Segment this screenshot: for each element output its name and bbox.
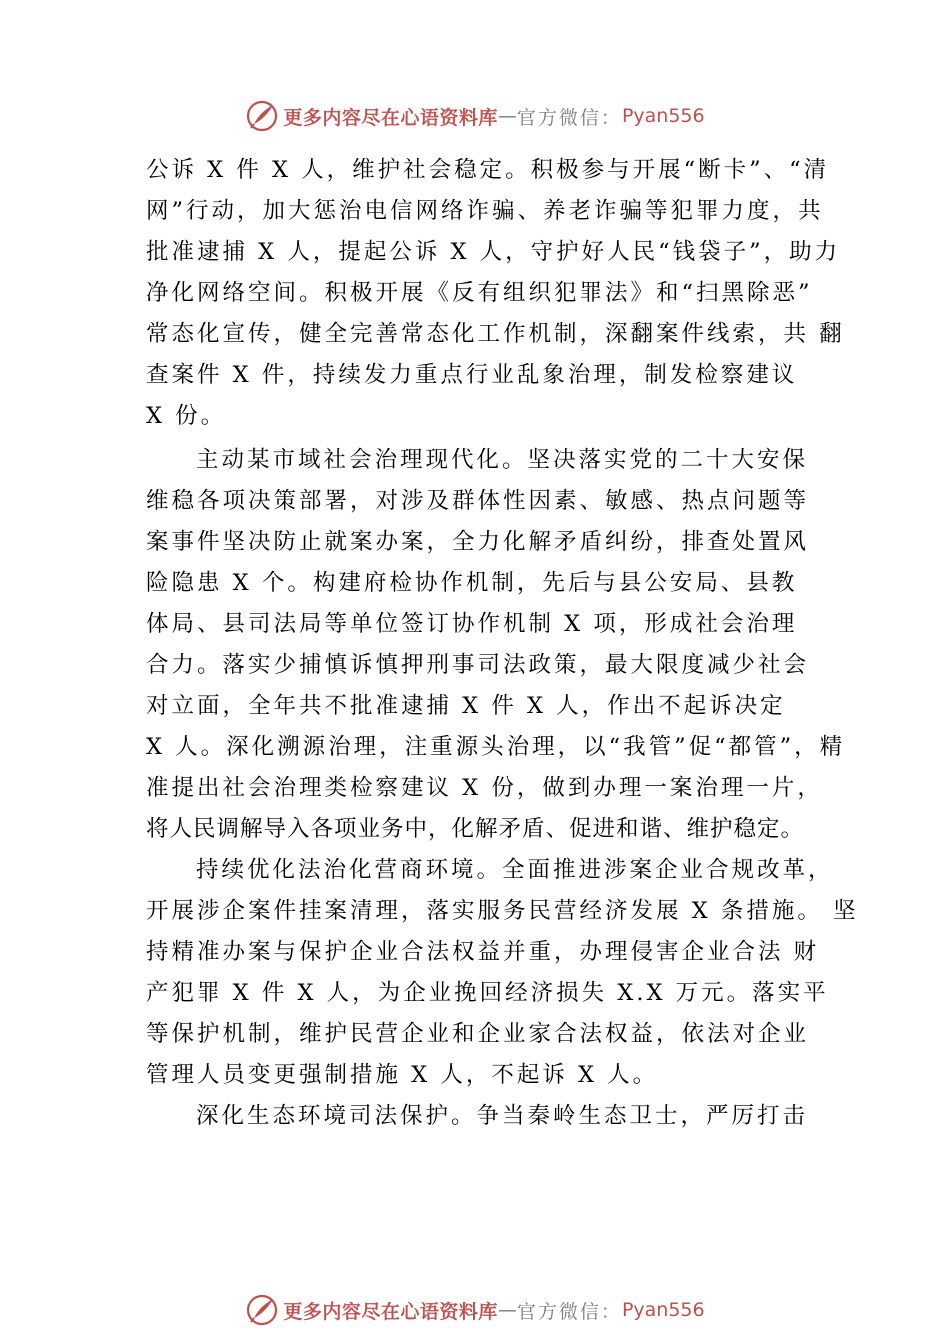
text-line: 产犯罪 X 件 X 人，为企业挽回经济损失 X.X 万元。落实平	[146, 980, 829, 1006]
header-brand-text: 更多内容尽在心语资料库	[283, 106, 498, 129]
text-line: 对立面，全年共不批准逮捕 X 件 X 人，作出不起诉决定	[146, 693, 786, 719]
text-line: 公诉 X 件 X 人，维护社会稳定。积极参与开展“断卡”、“清	[146, 157, 830, 183]
header-separator: —	[497, 105, 517, 127]
paragraph-start-line: 主动某市域社会治理现代化。坚决落实党的二十大安保	[196, 447, 809, 473]
text-line: 网”行动，加大惩治电信网络诈骗、养老诈骗等犯罪力度，共	[146, 198, 824, 224]
text-line: 合力。落实少捕慎诉慎押刑事司法政策，最大限度减少社会	[146, 652, 810, 678]
text-line: 批准逮捕 X 人，提起公诉 X 人，守护好人民“钱袋子”，助力	[146, 239, 841, 265]
paragraph-start-line: 深化生态环境司法保护。争当秦岭生态卫士，严厉打击	[196, 1103, 809, 1129]
footer-brand-text: 更多内容尽在心语资料库	[283, 1300, 498, 1323]
paragraph-start-line: 持续优化法治化营商环境。全面推进涉案企业合规改革，	[196, 857, 834, 883]
text-line: 净化网络空间。积极开展《反有组织犯罪法》和“扫黑除恶”	[146, 280, 813, 306]
text-line: X 份。	[146, 403, 227, 429]
text-line: 险隐患 X 个。构建府检协作机制，先后与县公安局、县教	[146, 570, 798, 596]
text-line: 查案件 X 件，持续发力重点行业乱象治理，制发检察建议	[146, 362, 798, 388]
text-line: X 人。深化溯源治理，注重源头治理，以“我管”促“都管”，精	[146, 734, 846, 760]
footer-official-label: 官方微信：	[516, 1300, 622, 1323]
quill-logo-icon	[245, 1293, 279, 1327]
text-line: 持精准办案与保护企业合法权益并重，办理侵害企业合法 财	[146, 939, 820, 965]
text-line: 体局、县司法局等单位签订协作机制 X 项，形成社会治理	[146, 611, 798, 637]
footer-banner	[0, 1290, 950, 1330]
text-line: 管理人员变更强制措施 X 人，不起诉 X 人。	[146, 1062, 659, 1088]
header-wechat-id: Pyan556	[621, 105, 705, 127]
text-line: 准提出社会治理类检察建议 X 份，做到办理一案治理一片，	[146, 775, 823, 801]
text-line: 维稳各项决策部署，对涉及群体性因素、敏感、热点问题等	[146, 488, 810, 514]
text-line: 将人民调解导入各项业务中，化解矛盾、促进和谐、维护稳定。	[146, 816, 805, 842]
text-line: 等保护机制，维护民营企业和企业家合法权益，依法对企业	[146, 1021, 810, 1047]
footer-separator: —	[497, 1299, 517, 1321]
text-line: 案事件坚决防止就案办案，全力化解矛盾纠纷，排查处置风	[146, 529, 810, 555]
text-line: 开展涉企案件挂案清理，落实服务民营经济发展 X 条措施。 坚	[146, 898, 859, 924]
header-official-label: 官方微信：	[516, 106, 622, 129]
text-line: 常态化宣传，健全完善常态化工作机制，深翻案件线索，共 翻	[146, 321, 845, 347]
footer-wechat-id: Pyan556	[621, 1299, 705, 1321]
